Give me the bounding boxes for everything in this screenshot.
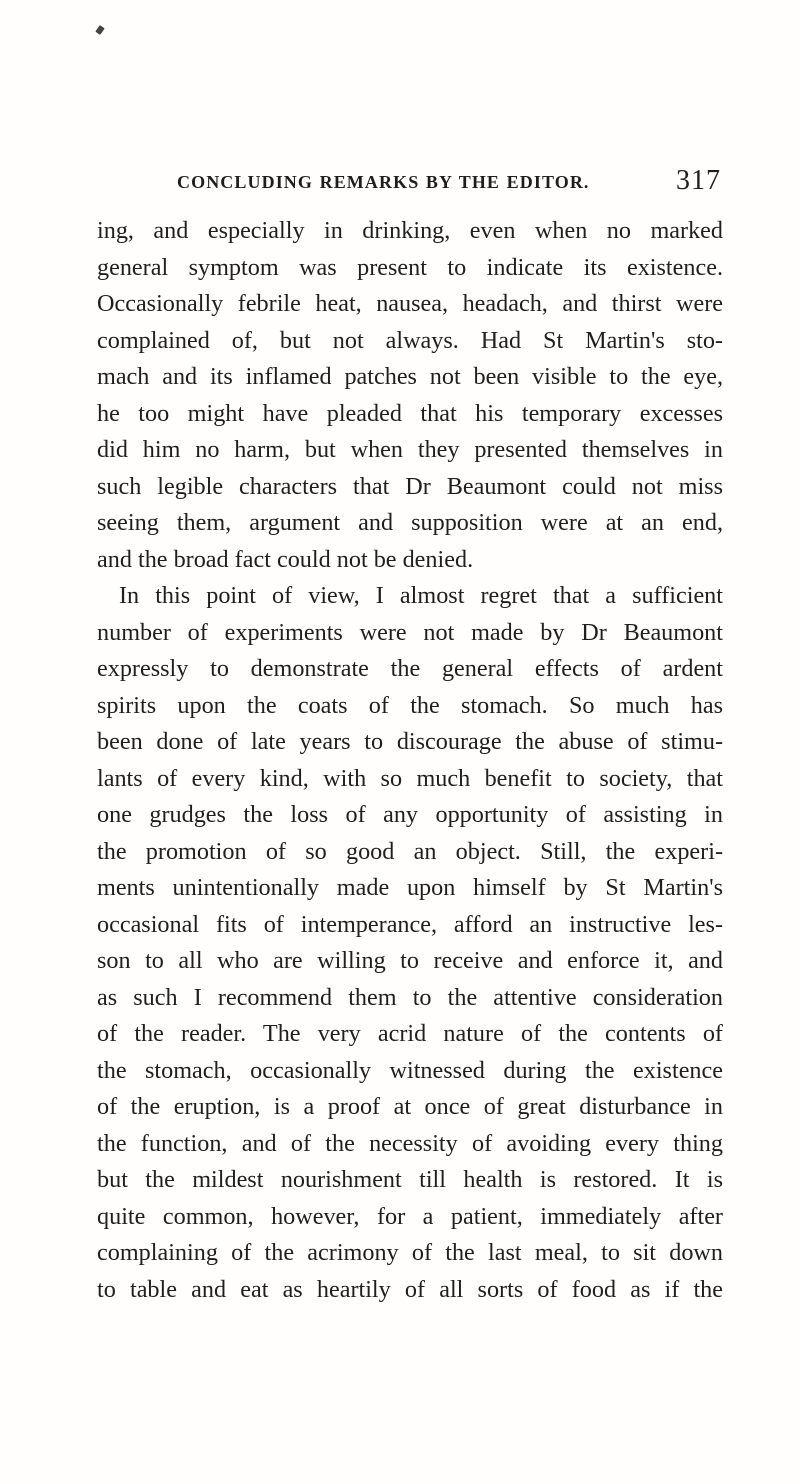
text-line: but the mildest nourishment till health is restored. It is bbox=[97, 1166, 723, 1193]
text-line: been done of late years to discourage the abuse of stimu- bbox=[97, 728, 723, 755]
text-line: mach and its inflamed patches not been visible to the eye, bbox=[97, 363, 723, 390]
text-line: and the broad fact could not be denied. bbox=[97, 545, 474, 573]
paragraph-first-line: In this point of view, I almost regret that a sufficient bbox=[119, 582, 723, 609]
text-line: general symptom was present to indicate its existence. bbox=[97, 253, 723, 281]
printer-mark-icon bbox=[95, 25, 105, 35]
text-line: ing, and especially in drinking, even when no marked bbox=[97, 217, 723, 244]
text-line: quite common, however, for a patient, immediately after bbox=[97, 1202, 723, 1230]
text-line: one grudges the loss of any opportunity of assisting in bbox=[97, 801, 723, 828]
text-line: Occasionally febrile heat, nausea, headach, and thirst were bbox=[97, 290, 723, 317]
text-line: he too might have pleaded that his temporary excesses bbox=[97, 399, 723, 427]
text-line: the stomach, occasionally witnessed during the existence bbox=[97, 1056, 723, 1084]
text-line: occasional fits of intemperance, afford an instructive les- bbox=[97, 910, 723, 938]
text-line: complaining of the acrimony of the last meal, to sit down bbox=[97, 1239, 723, 1266]
text-line: did him no harm, but when they presented themselves in bbox=[97, 436, 723, 463]
text-line: to table and eat as heartily of all sorts of food as if the bbox=[97, 1275, 723, 1303]
page-number: 317 bbox=[676, 165, 721, 196]
text-line: of the reader. The very acrid nature of the contents of bbox=[97, 1020, 723, 1047]
body-text bbox=[97, 213, 723, 1308]
text-line: as such I recommend them to the attentive consideration bbox=[97, 983, 723, 1011]
text-line: seeing them, argument and supposition were at an end, bbox=[97, 509, 723, 536]
text-line: such legible characters that Dr Beaumont could not miss bbox=[97, 472, 723, 500]
text-line: ments unintentionally made upon himself by St Martin's bbox=[97, 874, 723, 901]
running-head: CONCLUDING REMARKS BY THE EDITOR. bbox=[177, 172, 590, 192]
text-line: lants of every kind, with so much benefit to society, that bbox=[97, 764, 723, 792]
text-line: son to all who are willing to receive and enforce it, and bbox=[97, 947, 723, 974]
text-line: of the eruption, is a proof at once of great disturbance in bbox=[97, 1093, 723, 1120]
text-line: the promotion of so good an object. Still, the experi- bbox=[97, 837, 723, 865]
text-line: number of experiments were not made by Dr Beaumont bbox=[97, 618, 723, 646]
text-line: the function, and of the necessity of avoiding every thing bbox=[97, 1129, 723, 1157]
text-line: spirits upon the coats of the stomach. So much has bbox=[97, 691, 723, 719]
text-line: complained of, but not always. Had St Martin's sto- bbox=[97, 326, 723, 354]
text-line: expressly to demonstrate the general effects of ardent bbox=[97, 655, 723, 682]
